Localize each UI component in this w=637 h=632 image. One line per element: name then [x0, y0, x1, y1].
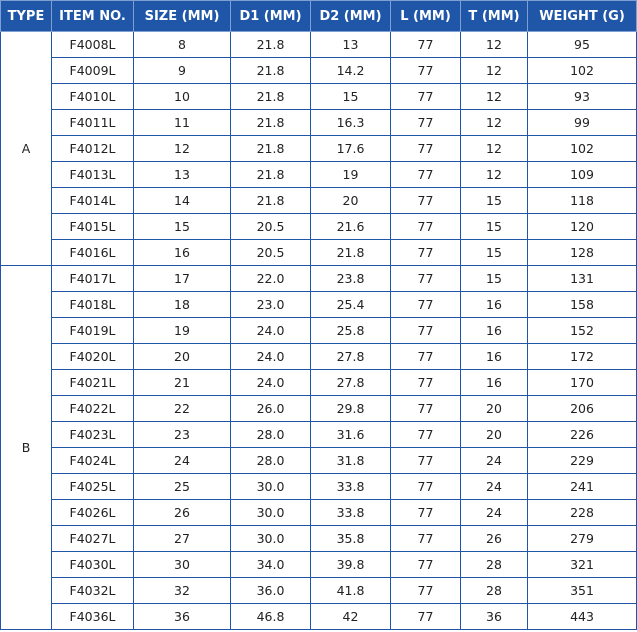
d1-cell: 20.5 — [231, 214, 311, 240]
d1-cell: 46.8 — [231, 604, 311, 630]
item-no-cell: F4019L — [52, 318, 134, 344]
l-cell: 77 — [391, 370, 461, 396]
table-row — [1, 318, 637, 344]
item-no-cell: F4012L — [52, 136, 134, 162]
t-cell: 24 — [461, 474, 528, 500]
item-no-cell: F4009L — [52, 58, 134, 84]
item-no-cell: F4013L — [52, 162, 134, 188]
l-cell: 77 — [391, 188, 461, 214]
weight-cell: 226 — [528, 422, 637, 448]
d2-cell: 17.6 — [311, 136, 391, 162]
table-row — [1, 188, 637, 214]
table-row — [1, 604, 637, 630]
t-cell: 12 — [461, 58, 528, 84]
header-item-no: ITEM NO. — [52, 1, 134, 32]
d2-cell: 21.8 — [311, 240, 391, 266]
d1-cell: 36.0 — [231, 578, 311, 604]
weight-cell: 158 — [528, 292, 637, 318]
item-no-cell: F4036L — [52, 604, 134, 630]
d1-cell: 21.8 — [231, 162, 311, 188]
d2-cell: 13 — [311, 32, 391, 58]
d1-cell: 21.8 — [231, 32, 311, 58]
d2-cell: 31.6 — [311, 422, 391, 448]
t-cell: 16 — [461, 344, 528, 370]
size-cell: 22 — [134, 396, 231, 422]
table-row — [1, 552, 637, 578]
d2-cell: 27.8 — [311, 370, 391, 396]
d2-cell: 27.8 — [311, 344, 391, 370]
t-cell: 36 — [461, 604, 528, 630]
l-cell: 77 — [391, 292, 461, 318]
item-no-cell: F4030L — [52, 552, 134, 578]
header-type: TYPE — [1, 1, 52, 32]
t-cell: 28 — [461, 578, 528, 604]
table-row — [1, 448, 637, 474]
size-cell: 15 — [134, 214, 231, 240]
item-no-cell: F4015L — [52, 214, 134, 240]
l-cell: 77 — [391, 214, 461, 240]
size-cell: 20 — [134, 344, 231, 370]
table-row — [1, 500, 637, 526]
t-cell: 16 — [461, 370, 528, 396]
d1-cell: 34.0 — [231, 552, 311, 578]
weight-cell: 128 — [528, 240, 637, 266]
d1-cell: 24.0 — [231, 344, 311, 370]
header-t: T (MM) — [461, 1, 528, 32]
table-row — [1, 136, 637, 162]
d1-cell: 30.0 — [231, 474, 311, 500]
d2-cell: 29.8 — [311, 396, 391, 422]
size-cell: 32 — [134, 578, 231, 604]
item-no-cell: F4014L — [52, 188, 134, 214]
d1-cell: 21.8 — [231, 84, 311, 110]
header-weight: WEIGHT (G) — [528, 1, 637, 32]
d1-cell: 23.0 — [231, 292, 311, 318]
weight-cell: 206 — [528, 396, 637, 422]
weight-cell: 131 — [528, 266, 637, 292]
d1-cell: 21.8 — [231, 110, 311, 136]
size-cell: 30 — [134, 552, 231, 578]
item-no-cell: F4010L — [52, 84, 134, 110]
table-body — [1, 32, 637, 630]
d1-cell: 30.0 — [231, 500, 311, 526]
t-cell: 16 — [461, 318, 528, 344]
size-cell: 11 — [134, 110, 231, 136]
weight-cell: 351 — [528, 578, 637, 604]
d2-cell: 14.2 — [311, 58, 391, 84]
t-cell: 20 — [461, 396, 528, 422]
l-cell: 77 — [391, 58, 461, 84]
item-no-cell: F4027L — [52, 526, 134, 552]
t-cell: 15 — [461, 266, 528, 292]
table-row — [1, 32, 637, 58]
table-row — [1, 396, 637, 422]
item-no-cell: F4020L — [52, 344, 134, 370]
item-no-cell: F4021L — [52, 370, 134, 396]
table-row — [1, 162, 637, 188]
table-row — [1, 266, 637, 292]
weight-cell: 321 — [528, 552, 637, 578]
table-header — [1, 1, 637, 32]
weight-cell: 118 — [528, 188, 637, 214]
t-cell: 12 — [461, 162, 528, 188]
size-cell: 25 — [134, 474, 231, 500]
d1-cell: 30.0 — [231, 526, 311, 552]
t-cell: 26 — [461, 526, 528, 552]
size-cell: 17 — [134, 266, 231, 292]
d1-cell: 24.0 — [231, 318, 311, 344]
header-l: L (MM) — [391, 1, 461, 32]
size-cell: 16 — [134, 240, 231, 266]
weight-cell: 229 — [528, 448, 637, 474]
size-cell: 18 — [134, 292, 231, 318]
d2-cell: 25.8 — [311, 318, 391, 344]
item-no-cell: F4008L — [52, 32, 134, 58]
size-cell: 10 — [134, 84, 231, 110]
header-d1: D1 (MM) — [231, 1, 311, 32]
t-cell: 15 — [461, 188, 528, 214]
t-cell: 15 — [461, 240, 528, 266]
table-row — [1, 474, 637, 500]
weight-cell: 93 — [528, 84, 637, 110]
t-cell: 20 — [461, 422, 528, 448]
l-cell: 77 — [391, 110, 461, 136]
table-row — [1, 526, 637, 552]
size-cell: 24 — [134, 448, 231, 474]
l-cell: 77 — [391, 162, 461, 188]
d2-cell: 21.6 — [311, 214, 391, 240]
d2-cell: 35.8 — [311, 526, 391, 552]
d2-cell: 25.4 — [311, 292, 391, 318]
l-cell: 77 — [391, 318, 461, 344]
l-cell: 77 — [391, 84, 461, 110]
table-row — [1, 578, 637, 604]
table-row — [1, 110, 637, 136]
weight-cell: 241 — [528, 474, 637, 500]
l-cell: 77 — [391, 474, 461, 500]
d2-cell: 23.8 — [311, 266, 391, 292]
type-cell: B — [1, 266, 52, 630]
d2-cell: 19 — [311, 162, 391, 188]
item-no-cell: F4026L — [52, 500, 134, 526]
d2-cell: 33.8 — [311, 500, 391, 526]
table-row — [1, 422, 637, 448]
t-cell: 24 — [461, 448, 528, 474]
header-size: SIZE (MM) — [134, 1, 231, 32]
size-cell: 36 — [134, 604, 231, 630]
l-cell: 77 — [391, 448, 461, 474]
d1-cell: 28.0 — [231, 448, 311, 474]
size-cell: 8 — [134, 32, 231, 58]
table-row — [1, 370, 637, 396]
table-row — [1, 344, 637, 370]
item-no-cell: F4011L — [52, 110, 134, 136]
d1-cell: 21.8 — [231, 136, 311, 162]
l-cell: 77 — [391, 552, 461, 578]
table-row — [1, 58, 637, 84]
d1-cell: 21.8 — [231, 188, 311, 214]
t-cell: 28 — [461, 552, 528, 578]
weight-cell: 172 — [528, 344, 637, 370]
size-cell: 9 — [134, 58, 231, 84]
d2-cell: 39.8 — [311, 552, 391, 578]
table-row — [1, 84, 637, 110]
weight-cell: 99 — [528, 110, 637, 136]
weight-cell: 109 — [528, 162, 637, 188]
d1-cell: 24.0 — [231, 370, 311, 396]
item-no-cell: F4018L — [52, 292, 134, 318]
weight-cell: 102 — [528, 58, 637, 84]
type-cell: A — [1, 32, 52, 266]
table-row — [1, 292, 637, 318]
d2-cell: 15 — [311, 84, 391, 110]
d1-cell: 21.8 — [231, 58, 311, 84]
item-no-cell: F4032L — [52, 578, 134, 604]
weight-cell: 120 — [528, 214, 637, 240]
item-no-cell: F4025L — [52, 474, 134, 500]
d2-cell: 33.8 — [311, 474, 391, 500]
l-cell: 77 — [391, 578, 461, 604]
t-cell: 12 — [461, 110, 528, 136]
weight-cell: 443 — [528, 604, 637, 630]
d1-cell: 20.5 — [231, 240, 311, 266]
size-cell: 13 — [134, 162, 231, 188]
d2-cell: 42 — [311, 604, 391, 630]
size-cell: 12 — [134, 136, 231, 162]
header-d2: D2 (MM) — [311, 1, 391, 32]
weight-cell: 170 — [528, 370, 637, 396]
size-cell: 26 — [134, 500, 231, 526]
item-no-cell: F4023L — [52, 422, 134, 448]
size-cell: 23 — [134, 422, 231, 448]
header-row — [1, 1, 637, 32]
t-cell: 24 — [461, 500, 528, 526]
d1-cell: 22.0 — [231, 266, 311, 292]
t-cell: 12 — [461, 32, 528, 58]
l-cell: 77 — [391, 526, 461, 552]
item-no-cell: F4024L — [52, 448, 134, 474]
item-no-cell: F4017L — [52, 266, 134, 292]
weight-cell: 102 — [528, 136, 637, 162]
item-no-cell: F4022L — [52, 396, 134, 422]
weight-cell: 279 — [528, 526, 637, 552]
l-cell: 77 — [391, 32, 461, 58]
l-cell: 77 — [391, 604, 461, 630]
l-cell: 77 — [391, 266, 461, 292]
t-cell: 12 — [461, 136, 528, 162]
size-cell: 27 — [134, 526, 231, 552]
weight-cell: 95 — [528, 32, 637, 58]
weight-cell: 152 — [528, 318, 637, 344]
table-row — [1, 214, 637, 240]
d2-cell: 20 — [311, 188, 391, 214]
size-cell: 14 — [134, 188, 231, 214]
d2-cell: 41.8 — [311, 578, 391, 604]
size-cell: 21 — [134, 370, 231, 396]
d2-cell: 16.3 — [311, 110, 391, 136]
l-cell: 77 — [391, 136, 461, 162]
d2-cell: 31.8 — [311, 448, 391, 474]
t-cell: 15 — [461, 214, 528, 240]
item-no-cell: F4016L — [52, 240, 134, 266]
l-cell: 77 — [391, 422, 461, 448]
l-cell: 77 — [391, 344, 461, 370]
d1-cell: 28.0 — [231, 422, 311, 448]
table-row — [1, 240, 637, 266]
l-cell: 77 — [391, 500, 461, 526]
size-cell: 19 — [134, 318, 231, 344]
t-cell: 16 — [461, 292, 528, 318]
d1-cell: 26.0 — [231, 396, 311, 422]
t-cell: 12 — [461, 84, 528, 110]
l-cell: 77 — [391, 396, 461, 422]
l-cell: 77 — [391, 240, 461, 266]
weight-cell: 228 — [528, 500, 637, 526]
